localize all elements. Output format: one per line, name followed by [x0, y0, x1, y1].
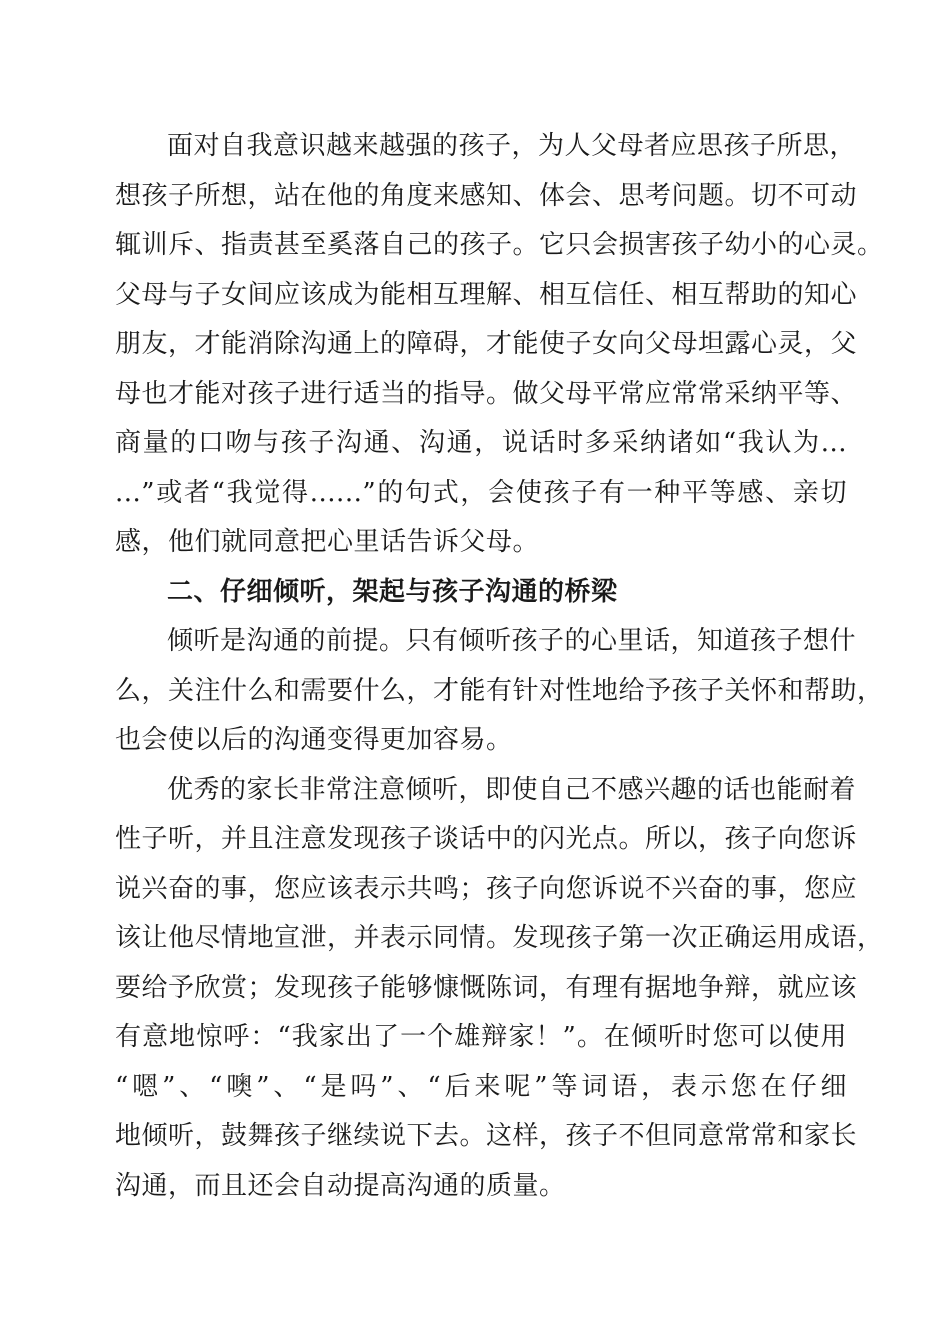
paragraph-line: 感，他们就同意把心里话告诉父母。: [115, 527, 540, 557]
paragraph-line: 也会使以后的沟通变得更加容易。: [115, 725, 513, 755]
paragraph-line: 要给予欣赏；发现孩子能够慷慨陈词，有理有据地争辩，就应该: [115, 972, 858, 1003]
section-heading-text: 二、仔细倾听，架起与孩子沟通的桥梁: [167, 576, 618, 607]
paragraph-line: 说兴奋的事，您应该表示共鸣；孩子向您诉说不兴奋的事，您应: [115, 873, 858, 904]
paragraph-line: 想孩子所想，站在他的角度来感知、体会、思考问题。切不可动: [115, 180, 858, 211]
paragraph-line: 父母与子女间应该成为能相互理解、相互信任、相互帮助的知心: [115, 279, 858, 310]
paragraph-line: 么，关注什么和需要什么，才能有针对性地给予孩子关怀和帮助，: [115, 675, 884, 706]
section-heading: [115, 568, 847, 618]
paragraph-line: ...”或者“我觉得......”的句式，会使孩子有一种平等感、亲切: [115, 477, 847, 508]
paragraph-line: 沟通，而且还会自动提高沟通的质量。: [115, 1170, 566, 1201]
paragraph-line: 朋友，才能消除沟通上的障碍，才能使子女向父母坦露心灵，父: [115, 329, 858, 359]
paragraph-line: 辄训斥、指责甚至奚落自己的孩子。它只会损害孩子幼小的心灵。: [115, 230, 884, 260]
paragraph-1: [115, 122, 884, 568]
paragraph-line: 母也才能对孩子进行适当的指导。做父母平常应常常采纳平等、: [115, 378, 858, 409]
paragraph-line: 商量的口吻与孩子沟通、沟通，说话时多采纳诸如“我认为...: [115, 428, 847, 458]
paragraph-3: [115, 766, 884, 1212]
paragraph-line: 该让他尽情地宣泄，并表示同情。发现孩子第一次正确运用成语，: [115, 923, 884, 953]
paragraph-line: 地倾听，鼓舞孩子继续说下去。这样，孩子不但同意常常和家长: [115, 1121, 858, 1151]
paragraph-2: [115, 617, 884, 766]
paragraph-line: “嗯”、“噢”、“是吗”、“后来呢”等词语，表示您在仔细: [115, 1071, 847, 1102]
paragraph-line: 面对自我意识越来越强的孩子，为人父母者应思孩子所思，: [167, 131, 857, 161]
paragraph-line: 优秀的家长非常注意倾听，即使自己不感兴趣的话也能耐着: [167, 774, 857, 805]
paragraph-line: 倾听是沟通的前提。只有倾听孩子的心里话，知道孩子想什: [167, 626, 857, 656]
paragraph-line: 有意地惊呼：“我家出了一个雄辩家！”。在倾听时您可以使用: [115, 1022, 847, 1052]
document-body: [115, 122, 884, 1211]
paragraph-line: 性子听，并且注意发现孩子谈话中的闪光点。所以，孩子向您诉: [115, 824, 858, 854]
